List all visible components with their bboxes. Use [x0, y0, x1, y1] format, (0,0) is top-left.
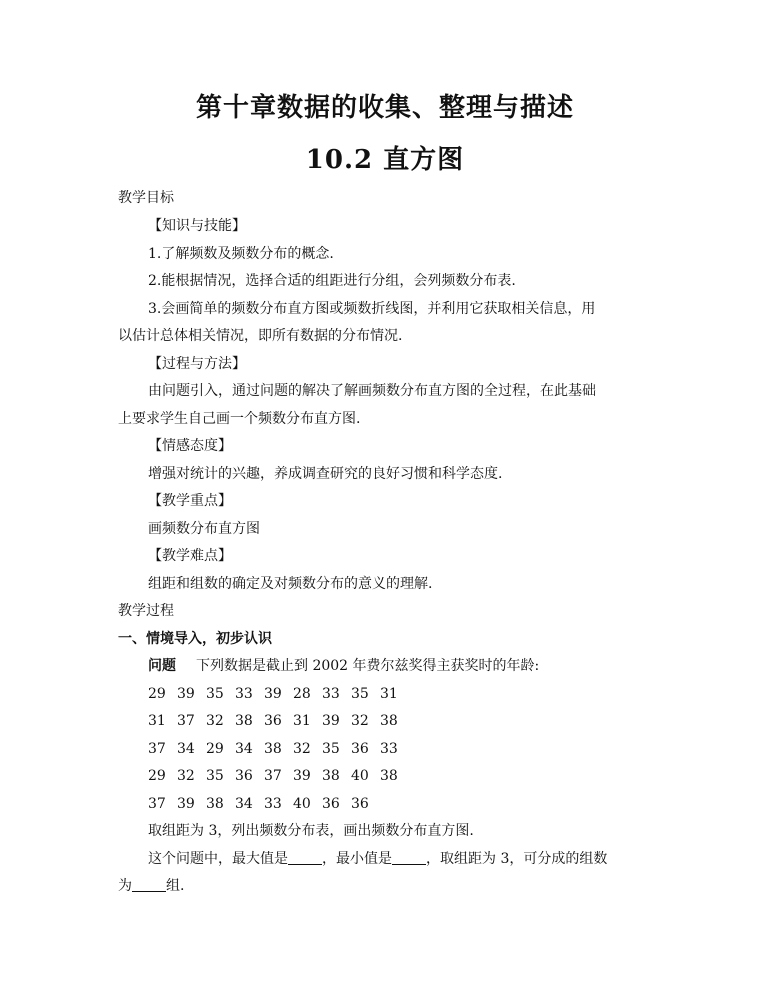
process-method-heading: 【过程与方法】: [148, 356, 246, 372]
data-row: [148, 794, 380, 814]
data-cell: 31: [293, 713, 311, 729]
data-cell: 36: [235, 768, 253, 784]
knowledge-item-3-line1: 3.会画简单的频数分布直方图或频数折线图，并利用它获取相关信息，用: [148, 301, 596, 317]
problem-label: 问题: [148, 658, 176, 674]
group-count-blank: [132, 877, 166, 892]
data-row: [148, 711, 409, 731]
data-row: [148, 739, 409, 759]
process-method-line2: 上要求学生自己画一个频数分布直方图.: [118, 411, 361, 427]
data-cell: 34: [177, 741, 195, 757]
data-cell: 33: [380, 741, 398, 757]
data-cell: 29: [206, 741, 224, 757]
data-cell: 35: [322, 741, 340, 757]
data-cell: 34: [235, 741, 253, 757]
objectives-heading: 教学目标: [118, 190, 174, 206]
key-point-text: 画频数分布直方图: [148, 521, 260, 537]
data-cell: 38: [380, 713, 398, 729]
difficulty-text: 组距和组数的确定及对频数分布的意义的理解.: [148, 576, 433, 592]
emotion-heading: 【情感态度】: [148, 438, 232, 454]
data-cell: 36: [351, 741, 369, 757]
data-cell: 38: [380, 768, 398, 784]
problem-line: [148, 656, 539, 676]
question-line1: [148, 849, 607, 869]
problem-text: 下列数据是截止到 2002 年费尔兹奖得主获奖时的年龄:: [196, 658, 540, 674]
data-cell: 29: [148, 686, 166, 702]
question-part4: 为: [118, 878, 132, 894]
data-cell: 39: [177, 796, 195, 812]
data-cell: 39: [293, 768, 311, 784]
max-value-blank: [288, 850, 322, 865]
data-cell: 37: [264, 768, 282, 784]
data-cell: 36: [264, 713, 282, 729]
data-cell: 36: [351, 796, 369, 812]
data-cell: 38: [322, 768, 340, 784]
data-cell: 33: [322, 686, 340, 702]
data-cell: 33: [264, 796, 282, 812]
data-cell: 39: [177, 686, 195, 702]
data-cell: 38: [235, 713, 253, 729]
data-cell: 35: [351, 686, 369, 702]
data-cell: 38: [206, 796, 224, 812]
data-cell: 31: [148, 713, 166, 729]
task-text: 取组距为 3，列出频数分布表，画出频数分布直方图.: [148, 823, 474, 839]
data-cell: 39: [322, 713, 340, 729]
data-row: [148, 684, 409, 704]
data-cell: 37: [148, 741, 166, 757]
question-part3: ，取组距为 3，可分成的组数: [426, 851, 608, 867]
data-cell: 40: [293, 796, 311, 812]
data-cell: 32: [293, 741, 311, 757]
data-cell: 33: [235, 686, 253, 702]
data-cell: 32: [351, 713, 369, 729]
data-cell: 37: [148, 796, 166, 812]
process-method-line1: 由问题引入，通过问题的解决了解画频数分布直方图的全过程，在此基础: [148, 383, 596, 399]
knowledge-item-1: 1.了解频数及频数分布的概念.: [148, 246, 334, 262]
difficulty-heading: 【教学难点】: [148, 548, 232, 564]
key-point-heading: 【教学重点】: [148, 493, 232, 509]
data-cell: 38: [264, 741, 282, 757]
question-part2: ，最小值是: [322, 851, 392, 867]
data-cell: 28: [293, 686, 311, 702]
data-cell: 32: [206, 713, 224, 729]
chapter-title: 第十章数据的收集、整理与描述: [195, 93, 574, 123]
process-heading: 教学过程: [118, 603, 174, 619]
knowledge-item-2: 2.能根据情况，选择合适的组距进行分组，会列频数分布表.: [148, 273, 516, 289]
data-cell: 34: [235, 796, 253, 812]
section1-heading: 一、情境导入，初步认识: [118, 631, 272, 647]
data-cell: 29: [148, 768, 166, 784]
data-cell: 32: [177, 768, 195, 784]
data-cell: 40: [351, 768, 369, 784]
question-line2: [118, 876, 184, 896]
knowledge-heading: 【知识与技能】: [148, 218, 246, 234]
data-cell: 39: [264, 686, 282, 702]
data-row: [148, 766, 409, 786]
data-cell: 35: [206, 686, 224, 702]
data-cell: 31: [380, 686, 398, 702]
question-part1: 这个问题中，最大值是: [148, 851, 288, 867]
data-cell: 35: [206, 768, 224, 784]
knowledge-item-3-line2: 以估计总体相关情况，即所有数据的分布情况.: [118, 328, 403, 344]
data-cell: 37: [177, 713, 195, 729]
emotion-text: 增强对统计的兴趣，养成调查研究的良好习惯和科学态度.: [148, 466, 503, 482]
section-title: 10.2 直方图: [305, 145, 465, 175]
question-part5: 组.: [166, 878, 185, 894]
min-value-blank: [392, 850, 426, 865]
data-cell: 36: [322, 796, 340, 812]
